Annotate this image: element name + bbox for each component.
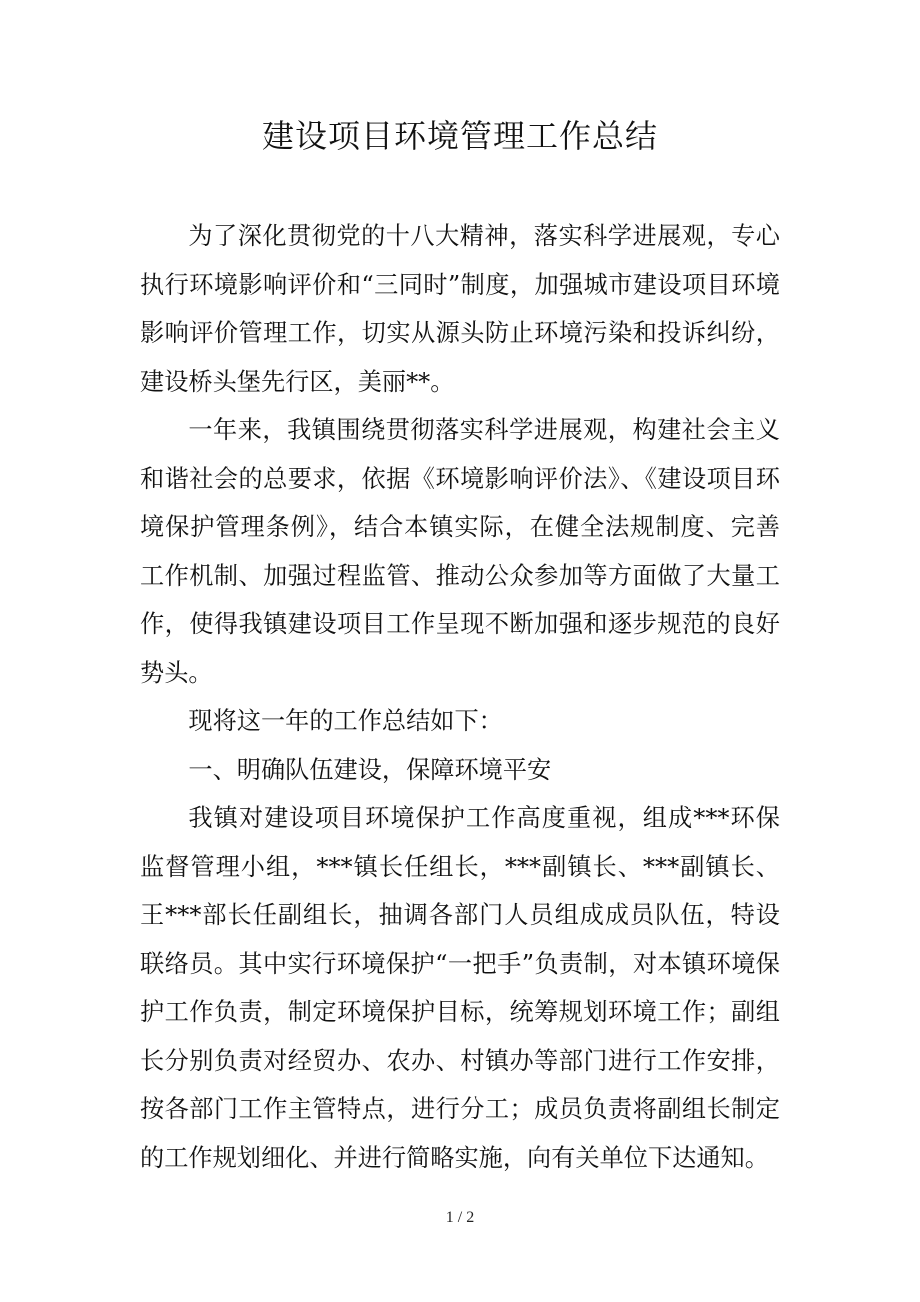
document-title: 建设项目环境管理工作总结 bbox=[261, 117, 658, 155]
paragraph-intro: 为了深化贯彻党的十八大精神，落实科学进展观，专心执行环境影响评价和“三同时”制度，加强城市建设项目环境影响评价管理工作，切实从源头防止环境污染和投诉纠纷，建设桥头堡先行区，美丽**。 bbox=[140, 222, 780, 396]
section-heading-1: 一、明确队伍建设，保障环境平安 bbox=[188, 755, 552, 784]
page-number: 1 / 2 bbox=[445, 1209, 475, 1226]
paragraph-summary-lead: 现将这一年的工作总结如下： bbox=[188, 707, 503, 735]
document-body bbox=[140, 212, 780, 1182]
paragraph-team-building: 我镇对建设项目环境保护工作高度重视，组成***环保监督管理小组，***镇长任组长，***副镇长、***副镇长、王***部长任副组长，抽调各部门人员组成成员队伍，特设联络员。其中实行环境保护“一把手”负责制，对本镇环境保护工作负责，制定环境保护目标，统筹规划环境工作；副组长分别负责对经贸办、农办、村镇办等部门进行工作安排，按各部门工作主管特点，进行分工；成员负责将副组长制定的工作规划细化、并进行简略实施，向有关单位下达通知。 bbox=[140, 804, 780, 1172]
paragraph-overview: 一年来，我镇围绕贯彻落实科学进展观，构建社会主义和谐社会的总要求，依据《环境影响评价法》、《建设项目环境保护管理条例》，结合本镇实际，在健全法规制度、完善工作机制、加强过程监管、推动公众参加等方面做了大量工作，使得我镇建设项目工作呈现不断加强和逐步规范的良好势头。 bbox=[140, 416, 780, 687]
